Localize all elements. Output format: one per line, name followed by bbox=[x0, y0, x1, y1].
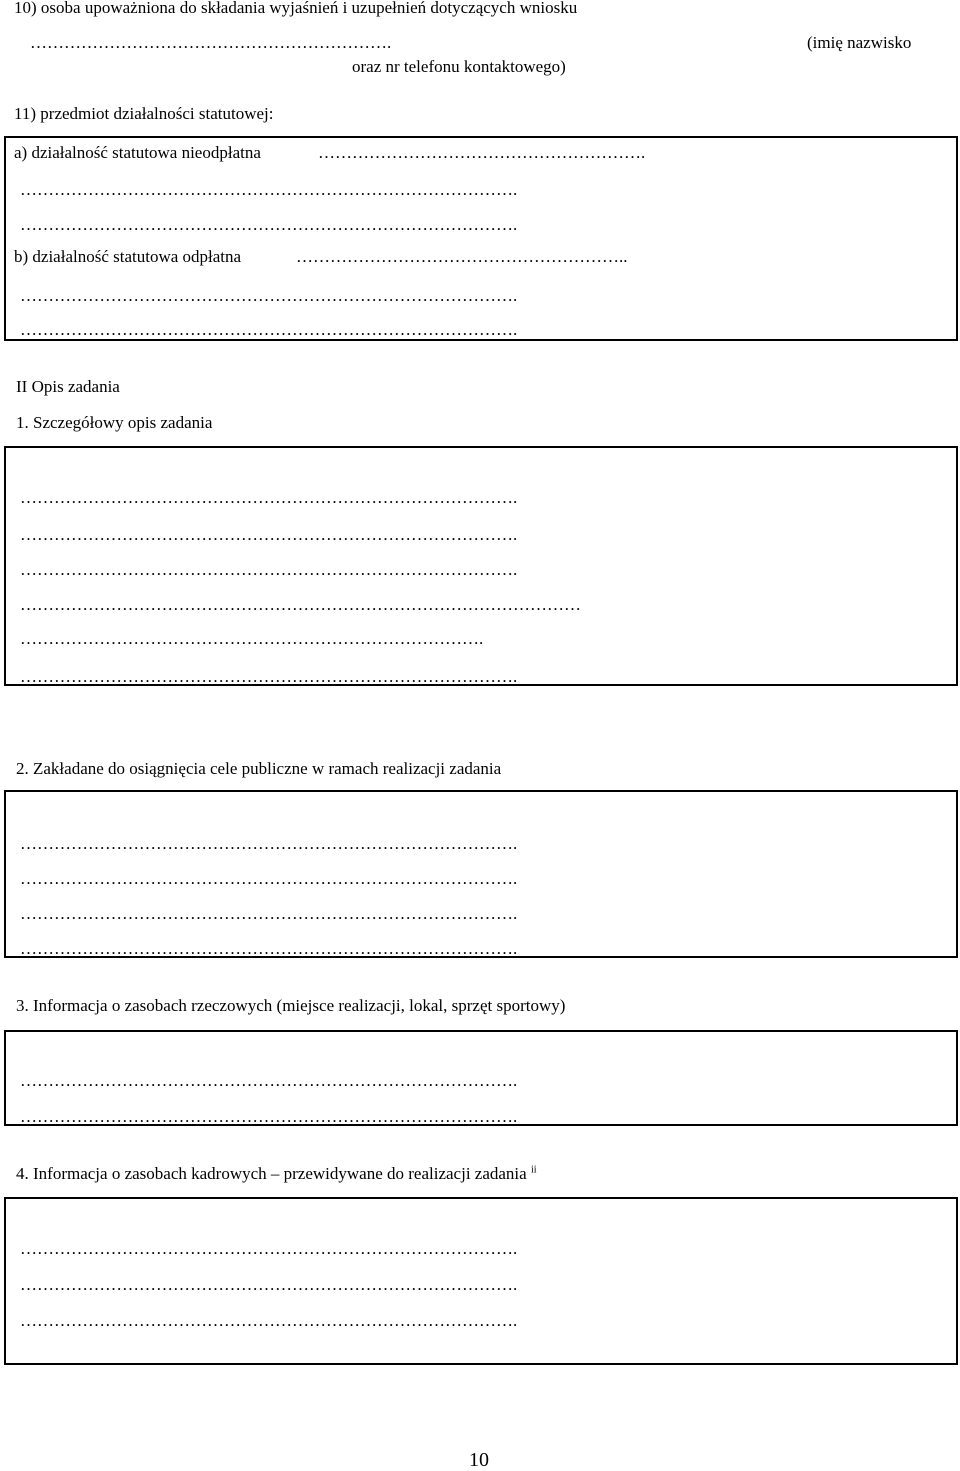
unpaid-activity-line: ……………………………………………………………………………. bbox=[20, 181, 518, 199]
resources-line: ……………………………………………………………………………. bbox=[20, 1072, 518, 1090]
unpaid-activity-line: ……………………………………………………………………………. bbox=[20, 216, 518, 234]
contact-label: (imię nazwisko bbox=[807, 33, 912, 52]
statutory-activity-box[interactable] bbox=[4, 136, 958, 341]
paid-activity-dots: ………………………………………………….. bbox=[296, 248, 628, 266]
footnote-marker: ii bbox=[530, 1164, 537, 1176]
contact-label-continued: oraz nr telefonu kontaktowego) bbox=[352, 57, 566, 76]
goals-line: ……………………………………………………………………………. bbox=[20, 905, 518, 923]
statutory-activity-title: 11) przedmiot działalności statutowej: bbox=[14, 104, 274, 123]
unpaid-activity-dots: …………………………………………………. bbox=[318, 144, 646, 162]
page-number: 10 bbox=[469, 1449, 489, 1471]
goals-line: ……………………………………………………………………………. bbox=[20, 870, 518, 888]
detailed-description-label: 1. Szczegółowy opis zadania bbox=[16, 413, 213, 432]
public-goals-label: 2. Zakładane do osiągnięcia cele publiczne w ramach realizacji zadania bbox=[16, 759, 502, 778]
task-description-heading: II Opis zadania bbox=[16, 377, 120, 396]
unpaid-activity-label: a) działalność statutowa nieodpłatna bbox=[14, 143, 261, 162]
staff-line: ……………………………………………………………………………. bbox=[20, 1312, 518, 1330]
description-line: ……………………………………………………………………………. bbox=[20, 526, 518, 544]
staff-line: ……………………………………………………………………………. bbox=[20, 1240, 518, 1258]
material-resources-label: 3. Informacja o zasobach rzeczowych (miejsce realizacji, lokal, sprzęt sportowy) bbox=[16, 996, 566, 1015]
description-line: ……………………………………………………………………………. bbox=[20, 561, 518, 579]
description-line: ……………………………………………………………………………………… bbox=[20, 596, 581, 614]
staff-resources-label: 4. Informacja o zasobach kadrowych – przewidywane do realizacji zadania $^{ii}$ bbox=[16, 1164, 537, 1183]
goals-line: ……………………………………………………………………………. bbox=[20, 940, 518, 958]
contact-dots: ………………………………………………………. bbox=[30, 33, 392, 52]
resources-line: ……………………………………………………………………………. bbox=[20, 1108, 518, 1126]
description-line: ……………………………………………………………………………. bbox=[20, 668, 518, 686]
paid-activity-line: ……………………………………………………………………………. bbox=[20, 321, 518, 339]
goals-line: ……………………………………………………………………………. bbox=[20, 835, 518, 853]
paid-activity-line: ……………………………………………………………………………. bbox=[20, 287, 518, 305]
description-line: ……………………………………………………………………………. bbox=[20, 489, 518, 507]
paid-activity-label: b) działalność statutowa odpłatna bbox=[14, 247, 242, 266]
staff-line: ……………………………………………………………………………. bbox=[20, 1276, 518, 1294]
description-line: ………………………………………………………………………. bbox=[20, 630, 484, 648]
applicant-contact-heading: 10) osoba upoważniona do składania wyjaśnień i uzupełnień dotyczących wniosku bbox=[14, 0, 578, 17]
